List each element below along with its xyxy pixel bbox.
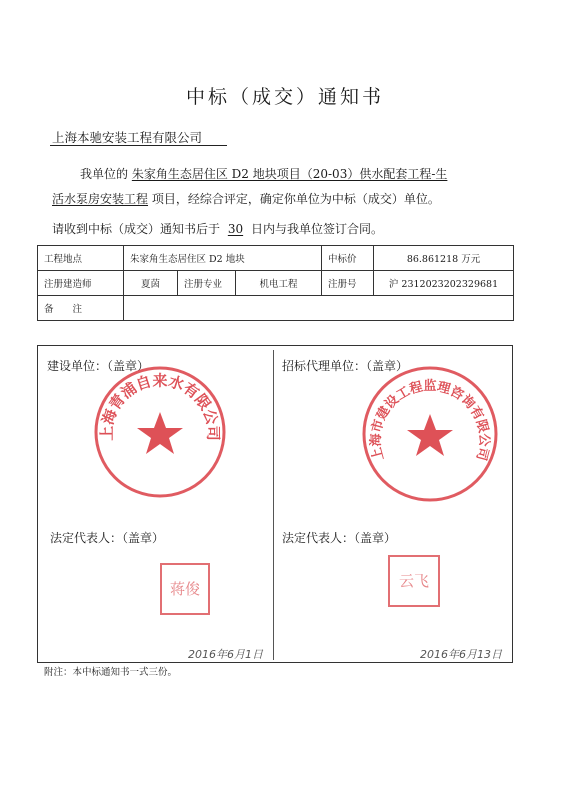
body-line2-suffix: 项目，经综合评定，确定你单位为中标（成交）单位。 xyxy=(151,192,440,206)
agency-seal-icon xyxy=(355,362,505,502)
body-line3-suffix: 日内与我单位签订合同。 xyxy=(250,222,383,236)
builder-value: 夏茵 xyxy=(124,271,178,296)
page-title: 中标（成交）通知书 xyxy=(185,86,384,108)
project-name-part1: 朱家角生态居住区 D2 地块项目（20-03）供水配套工程-生 xyxy=(131,167,448,181)
client-sign-date: 2016年6月1日 xyxy=(188,648,263,661)
agency-rep-chop: 云飞 xyxy=(388,555,440,607)
client-unit-label: 建设单位：（盖章） xyxy=(47,359,150,373)
body-line-1 xyxy=(80,167,447,182)
specialty-label: 注册专业 xyxy=(178,271,236,296)
project-name-part2: 活水泵房安装工程 xyxy=(52,192,149,206)
location-value: 朱家角生态居住区 D2 地块 xyxy=(124,246,322,271)
agency-seal-text: 上海市建设工程监理咨询有限公司 xyxy=(368,379,492,463)
agency-rep-label: 法定代表人：（盖章） xyxy=(282,531,397,545)
specialty-value: 机电工程 xyxy=(236,271,322,296)
body-line-3 xyxy=(52,222,383,237)
regno-value: 沪 2312023202329681 xyxy=(374,271,514,296)
client-rep-label: 法定代表人：（盖章） xyxy=(50,531,165,545)
contract-days: 30 xyxy=(227,222,244,236)
footnote: 附注：本中标通知书一式三份。 xyxy=(44,667,178,678)
location-label: 工程地点 xyxy=(38,246,124,271)
recipient-underline xyxy=(50,145,227,146)
table-row xyxy=(38,271,514,296)
regno-label: 注册号 xyxy=(322,271,374,296)
client-rep-chop: 蒋俊 xyxy=(160,563,210,615)
signature-divider xyxy=(273,350,274,660)
price-label: 中标价 xyxy=(322,246,374,271)
client-seal-text: 上海青浦自来水有限公司 xyxy=(97,371,223,441)
remarks-label: 备 注 xyxy=(38,296,124,321)
project-info-table xyxy=(37,245,514,321)
builder-label: 注册建造师 xyxy=(38,271,124,296)
body-prefix: 我单位的 xyxy=(80,167,129,181)
table-row xyxy=(38,296,514,321)
recipient-name: 上海本驰安装工程有限公司 xyxy=(52,130,203,145)
price-value: 86.861218 万元 xyxy=(374,246,514,271)
client-seal-icon xyxy=(90,360,230,500)
agency-sign-date: 2016年6月13日 xyxy=(420,648,502,661)
body-line3-prefix: 请收到中标（成交）通知书后于 xyxy=(52,222,221,236)
body-line-2 xyxy=(52,192,440,207)
remarks-value xyxy=(124,296,514,321)
table-row xyxy=(38,246,514,271)
agency-unit-label: 招标代理单位：（盖章） xyxy=(282,359,409,373)
